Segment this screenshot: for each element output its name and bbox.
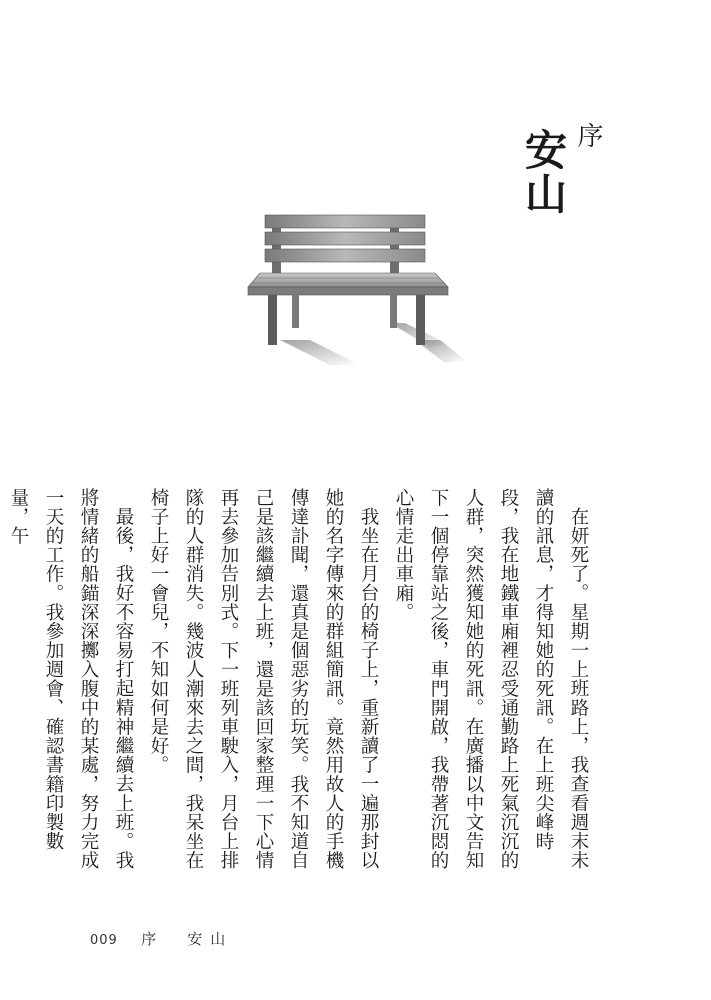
chapter-title: 安山 bbox=[519, 128, 568, 216]
chapter-prefix: 序 bbox=[573, 122, 603, 150]
bench-illustration bbox=[240, 205, 465, 365]
paragraph: 我坐在月台的椅子上，重新讀了一遍那封以她的名字傳來的群組簡訊。竟然用故人的手機傳達訃聞，還真是個惡劣的玩笑。我不知道自己是該繼續去上班，還是該回家整理一下心情再去參加告別式。下一班列車駛入，月台上排隊的人群消失。幾波人潮來去之間，我呆坐在椅子上好一會兒，不知如何是好。 bbox=[148, 488, 379, 870]
body-text bbox=[1, 488, 596, 888]
paragraph: 最後，我好不容易打起精神繼續去上班。我將情緒的船錨深深擲入腹中的某處，努力完成一天的工作。我參加週會、確認書籍印製數量，午 bbox=[8, 488, 134, 870]
running-title: 序 安山 bbox=[141, 930, 234, 948]
page-number: 009 bbox=[90, 933, 118, 948]
paragraph: 在妍死了。星期一上班路上，我查看週末未讀的訊息，才得知她的死訊。在上班尖峰時段，我在地鐵車廂裡忍受通勤路上死氣沉沉的人群，突然獲知她的死訊。在廣播以中文告知下一個停靠站之後，車門開啟，我帶著沉悶的心情走出車廂。 bbox=[393, 488, 589, 870]
page-footer bbox=[90, 928, 233, 949]
